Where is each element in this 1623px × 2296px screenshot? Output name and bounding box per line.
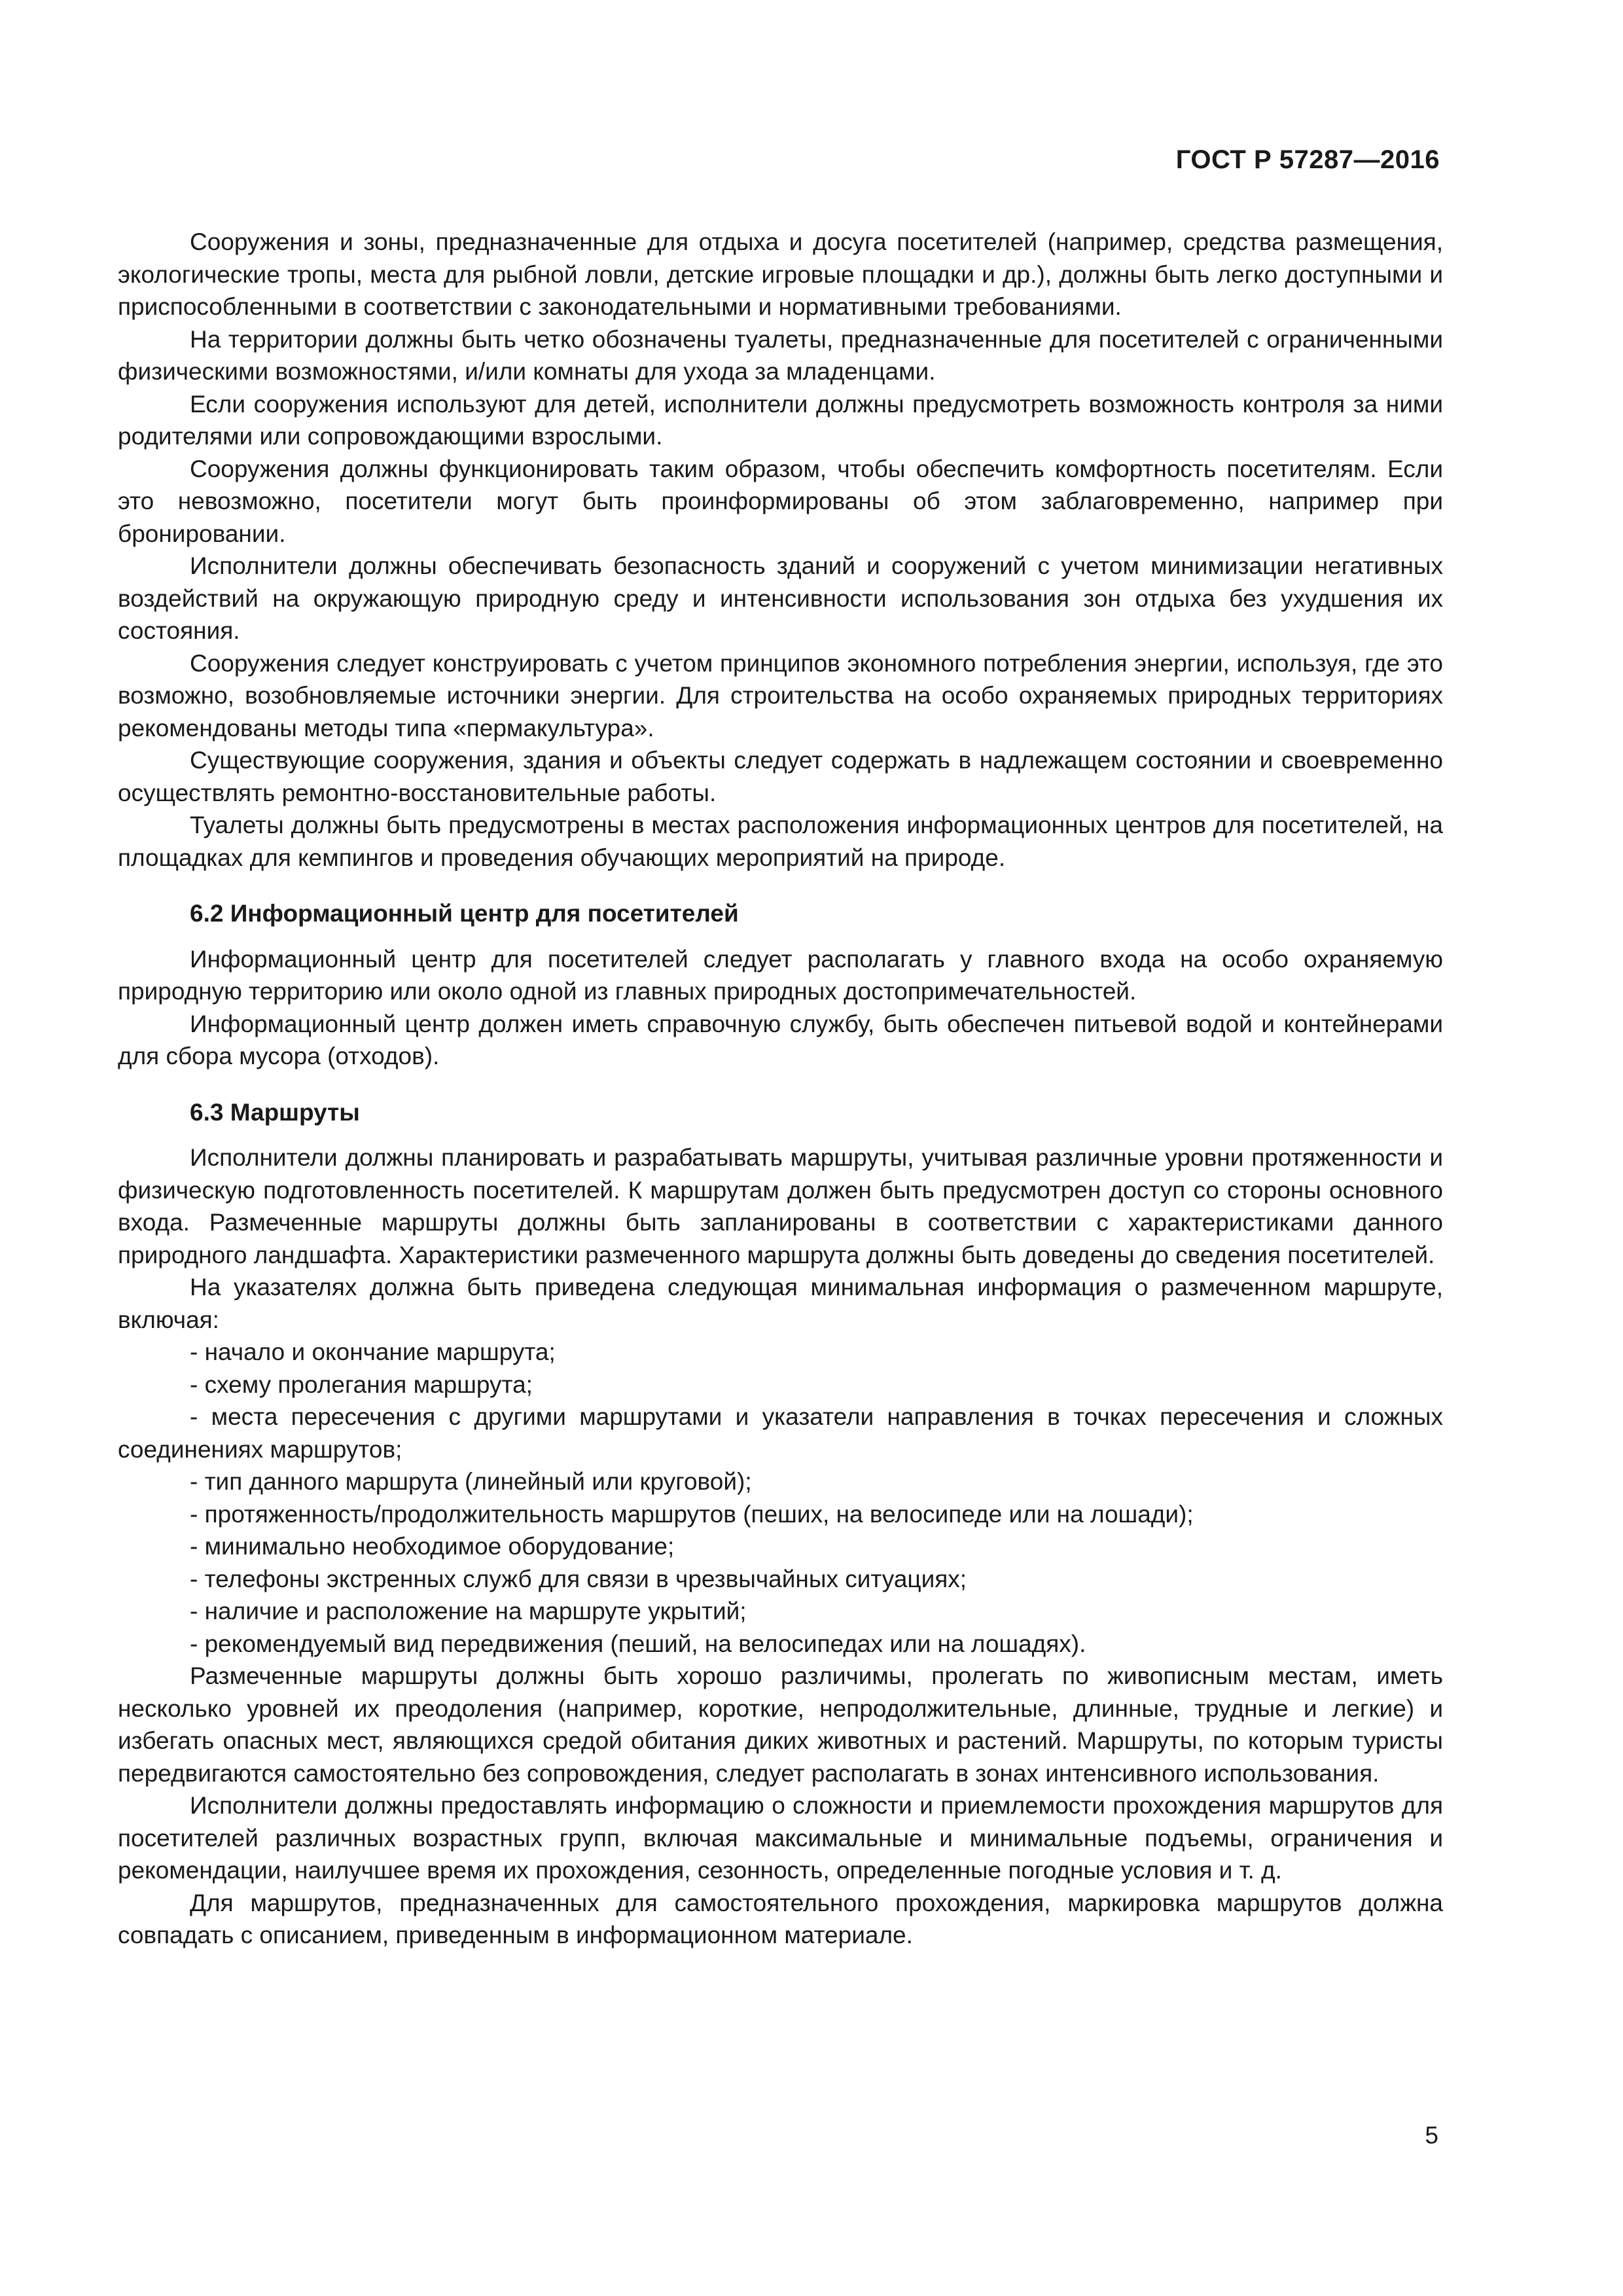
section-heading: 6.2 Информационный центр для посетителей [190,900,739,927]
paragraph: На территории должны быть четко обозначены туалеты, предназначенные для посетителей с ограниченными физическими возможностями, и/или комнаты для ухода за младенцами. [118,325,1443,385]
paragraph: Туалеты должны быть предусмотрены в местах расположения информационных центров для посетителей, на площадках для кемпингов и проведения обучающих мероприятий на природе. [118,812,1443,871]
list-item: - тип данного маршрута (линейный или круговой); [190,1468,752,1495]
list-item: - схему пролегания маршрута; [190,1371,533,1398]
paragraph: Исполнители должны планировать и разрабатывать маршруты, учитывая различные уровни протяженности и физическую подготовленность посетителей. К маршрутам должен быть предусмотрен доступ со стороны основного входа. Размеченные маршруты должны быть запланированы в соответствии с характеристиками данного природного ландшафта. Характеристики размеченного маршрута должны быть доведены до сведения посетителей. [118,1144,1443,1268]
list-item: - наличие и расположение на маршруте укрытий; [190,1598,747,1624]
document-code-header: ГОСТ Р 57287—2016 [1175,145,1440,174]
list-item: - места пересечения с другими маршрутами и указатели направления в точках пересечения и сложных соединениях маршрутов; [118,1403,1443,1463]
list-item: - рекомендуемый вид передвижения (пеший, на велосипедах или на лошадях). [190,1630,1086,1657]
paragraph: Информационный центр должен иметь справочную службу, быть обеспечен питьевой водой и контейнерами для сбора мусора (отходов). [118,1010,1443,1069]
paragraph: Исполнители должны предоставлять информацию о сложности и приемлемости прохождения маршрутов для посетителей различных возрастных групп, включая максимальные и минимальные подъемы, ограничения и рекомендации, наилучшее время их прохождения, сезонность, определенные погодные условия и т. д. [118,1792,1443,1884]
list-item: - минимально необходимое оборудование; [190,1533,675,1560]
paragraph: Существующие сооружения, здания и объекты следует содержать в надлежащем состоянии и своевременно осуществлять ремонтно-восстановительные работы. [118,747,1443,806]
paragraph: Сооружения должны функционировать таким образом, чтобы обеспечить комфортность посетителям. Если это невозможно, посетители могут быть проинформированы об этом заблаговременно, например при бронировании. [118,455,1443,547]
paragraph: Для маршрутов, предназначенных для самостоятельного прохождения, маркировка маршрутов должна совпадать с описанием, приведенным в информационном материале. [118,1889,1443,1948]
intro-section [118,226,1443,874]
page-number: 5 [1425,2122,1438,2149]
list-item: - телефоны экстренных служб для связи в чрезвычайных ситуациях; [190,1565,967,1592]
section-6-3 [118,1096,1443,1952]
paragraph: Исполнители должны обеспечивать безопасность зданий и сооружений с учетом минимизации негативных воздействий на окружающую природную среду и интенсивности использования зон отдыха без ухудшения их состояния. [118,552,1443,644]
paragraph: На указателях должна быть приведена следующая минимальная информация о размеченном маршруте, включая: [118,1274,1443,1333]
paragraph: Сооружения и зоны, предназначенные для отдыха и досуга посетителей (например, средства размещения, экологические тропы, места для рыбной ловли, детские игровые площадки и др.), должны быть легко доступными и приспособленными в соответствии с законодательными и нормативными требованиями. [118,228,1443,320]
paragraph: Размеченные маршруты должны быть хорошо различимы, пролегать по живописным местам, иметь несколько уровней их преодоления (например, короткие, непродолжительные, длинные, трудные и легкие) и избегать опасных мест, являющихся средой обитания диких животных и растений. Маршруты, по которым туристы передвигаются самостоятельно без сопровождения, следует располагать в зонах интенсивного использования. [118,1662,1443,1787]
section-heading: 6.3 Маршруты [190,1098,360,1126]
page-content [118,226,1443,1952]
paragraph: Если сооружения используют для детей, исполнители должны предусмотреть возможность контроля за ними родителями или сопровождающими взрослыми. [118,390,1443,450]
paragraph: Информационный центр для посетителей следует располагать у главного входа на особо охраняемую природную территорию или около одной из главных природных достопримечательностей. [118,945,1443,1005]
list-item: - протяженность/продолжительность маршрутов (пеших, на велосипеде или на лошади); [190,1500,1194,1528]
signage-info-list [118,1336,1443,1660]
section-6-2 [118,897,1443,1073]
list-item: - начало и окончание маршрута; [190,1338,556,1365]
paragraph: Сооружения следует конструировать с учетом принципов экономного потребления энергии, используя, где это возможно, возобновляемые источники энергии. Для строительства на особо охраняемых природных территориях рекомендованы методы типа «пермакультура». [118,649,1443,742]
